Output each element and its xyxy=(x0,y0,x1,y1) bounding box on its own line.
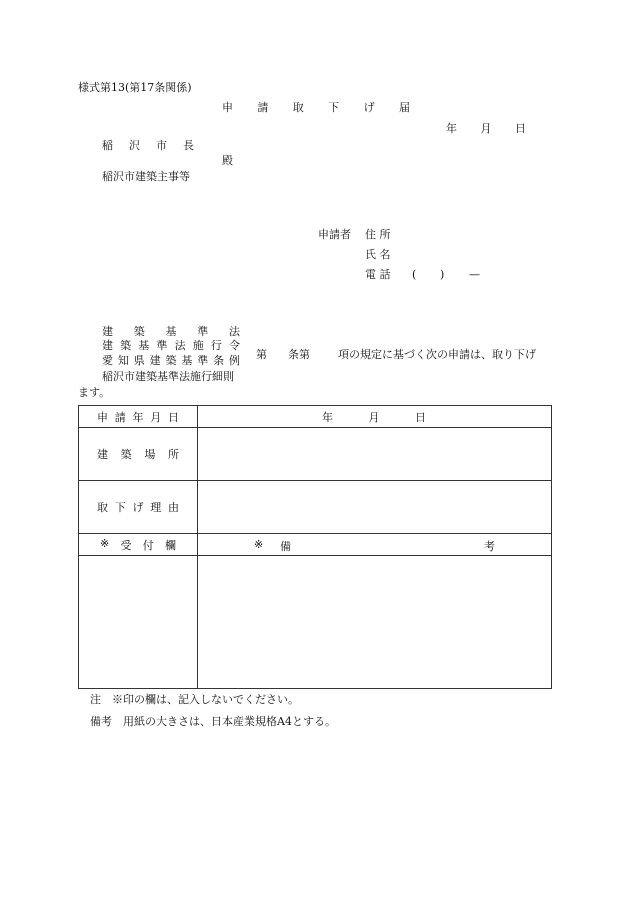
reception-label-cell: ※ 受 付 欄 xyxy=(79,534,198,556)
phone-open: ( xyxy=(412,268,417,281)
date-month: 月 xyxy=(368,410,380,424)
phone-close: ) xyxy=(440,268,445,281)
remarks-cell xyxy=(198,556,552,689)
header-year: 年 xyxy=(446,122,457,135)
title-char: 下 xyxy=(328,101,340,114)
note: 注 ※印の欄は、記入しないでください。 xyxy=(90,693,299,706)
article-jo: 条第 xyxy=(288,348,310,361)
reason-label-cell: 取 下 げ 理 由 xyxy=(79,481,198,534)
location-label-cell: 建 築 場 所 xyxy=(79,428,198,481)
remarks-label-end: 考 xyxy=(484,539,495,553)
remarks-label-cell xyxy=(198,534,552,556)
law-4: 稲沢市建築基準法施行細則 xyxy=(102,370,234,383)
date-year: 年 xyxy=(322,410,333,424)
title-char: 請 xyxy=(257,101,269,114)
title-char: 届 xyxy=(398,101,410,114)
law-3: 愛 知 県 建 築 基 準 条 例 xyxy=(102,354,240,367)
remarks-label: 備 xyxy=(280,539,291,553)
title-char: げ xyxy=(363,101,375,114)
title xyxy=(222,101,410,115)
reason-value-cell[interactable] xyxy=(198,481,552,534)
title-char: 申 xyxy=(222,101,233,114)
statement-text: 項の規定に基づく次の申請は、取り下げ xyxy=(338,348,536,361)
date-day: 日 xyxy=(415,410,426,424)
form-number: 様式第13(第17条関係) xyxy=(78,81,192,94)
header-month: 月 xyxy=(480,122,492,135)
title-char: 取 xyxy=(292,101,304,114)
statement-cont: ます。 xyxy=(78,386,111,399)
phone-dash: — xyxy=(469,268,480,281)
header-day: 日 xyxy=(515,122,526,135)
location-value-cell[interactable] xyxy=(198,428,552,481)
remarks-mark: ※ xyxy=(254,537,264,551)
addressee-honorific: 殿 xyxy=(222,154,233,167)
date-label-cell: 申 請 年 月 日 xyxy=(79,406,198,428)
address-label: 住 所 xyxy=(365,228,391,241)
phone-label: 電 話 xyxy=(365,268,391,281)
law-1: 建 築 基 準 法 xyxy=(102,325,240,338)
name-label: 氏 名 xyxy=(365,248,391,261)
header-date xyxy=(446,122,526,136)
article-dai: 第 xyxy=(256,348,267,361)
withdrawal-table xyxy=(78,405,552,689)
law-2: 建 築 基 準 法 施 行 令 xyxy=(102,339,240,352)
addressee-mayor: 稲 沢 市 長 xyxy=(102,139,194,152)
date-value-cell[interactable] xyxy=(198,406,552,428)
reception-cell xyxy=(79,556,198,689)
addressee-official: 稲沢市建築主事等 xyxy=(102,170,190,183)
remark: 備考 用紙の大きさは、日本産業規格A4とする。 xyxy=(90,715,336,728)
applicant-label: 申請者 xyxy=(318,228,351,241)
